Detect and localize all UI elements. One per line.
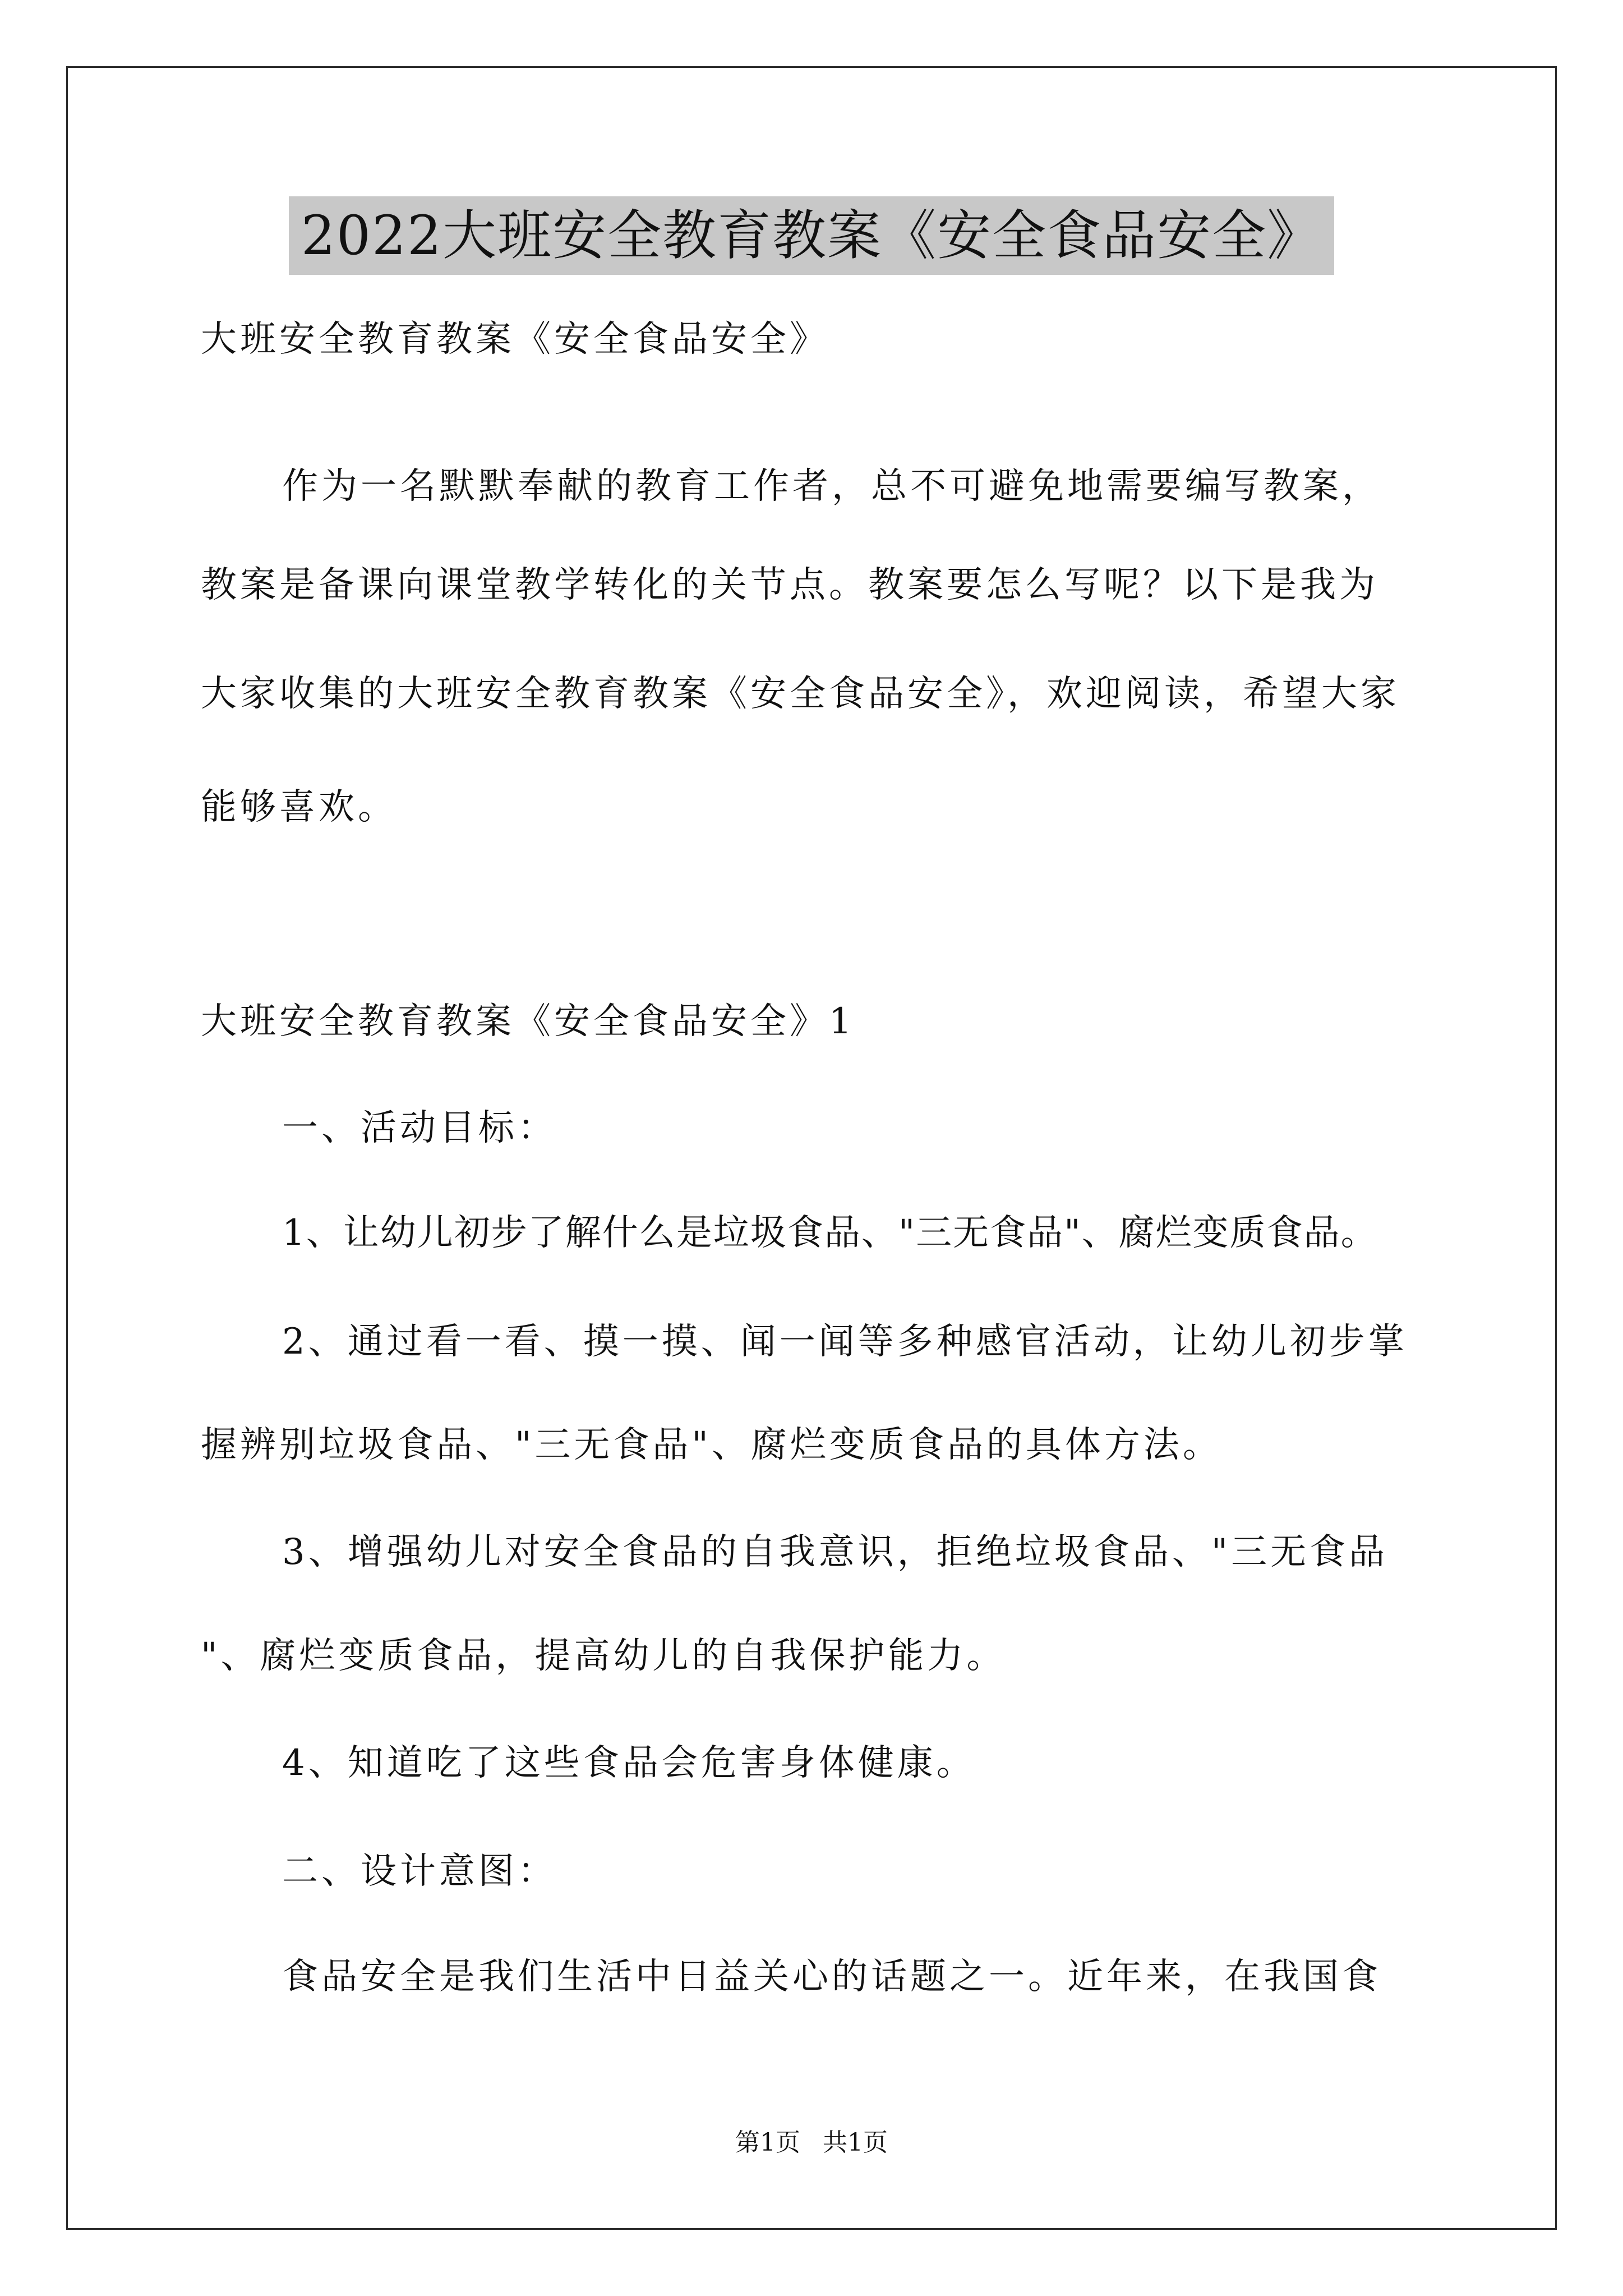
- goal-3-line-2: "、腐烂变质食品，提高幼儿的自我保护能力。: [201, 1635, 1006, 1677]
- goal-4: 4、知道吃了这些食品会危害身体健康。: [282, 1742, 976, 1784]
- page-total: 共1页: [823, 2128, 888, 2157]
- goal-1: 1、让幼儿初步了解什么是垃圾食品、"三无食品"、腐烂变质食品。: [282, 1212, 1378, 1254]
- intro-line-2: 教案是备课向课堂教学转化的关节点。教案要怎么写呢？以下是我为: [201, 564, 1378, 606]
- intro-line-1: 作为一名默默奉献的教育工作者，总不可避免地需要编写教案，: [282, 466, 1381, 507]
- design-heading: 二、设计意图：: [282, 1851, 557, 1892]
- goal-2-line-1: 2、通过看一看、摸一摸、闻一闻等多种感官活动，让幼儿初步掌: [282, 1321, 1408, 1363]
- page-footer: [0, 2126, 1623, 2160]
- intro-heading: 大班安全教育教案《安全食品安全》: [201, 319, 829, 360]
- goal-3-line-1: 3、增强幼儿对安全食品的自我意识，拒绝垃圾食品、"三无食品: [282, 1531, 1389, 1573]
- intro-line-3: 大家收集的大班安全教育教案《安全食品安全》，欢迎阅读，希望大家: [201, 673, 1400, 715]
- title-block: [0, 196, 1623, 275]
- goal-2-line-2: 握辨别垃圾食品、"三无食品"、腐烂变质食品的具体方法。: [201, 1424, 1222, 1466]
- page-number: 第1页: [735, 2128, 800, 2157]
- design-line-1: 食品安全是我们生活中日益关心的话题之一。近年来，在我国食: [282, 1956, 1381, 1998]
- document-title: 2022大班安全教育教案《安全食品安全》: [289, 196, 1334, 275]
- section-heading: 大班安全教育教案《安全食品安全》1: [201, 1001, 855, 1042]
- intro-line-4: 能够喜欢。: [201, 786, 397, 828]
- goals-heading: 一、活动目标：: [282, 1107, 557, 1149]
